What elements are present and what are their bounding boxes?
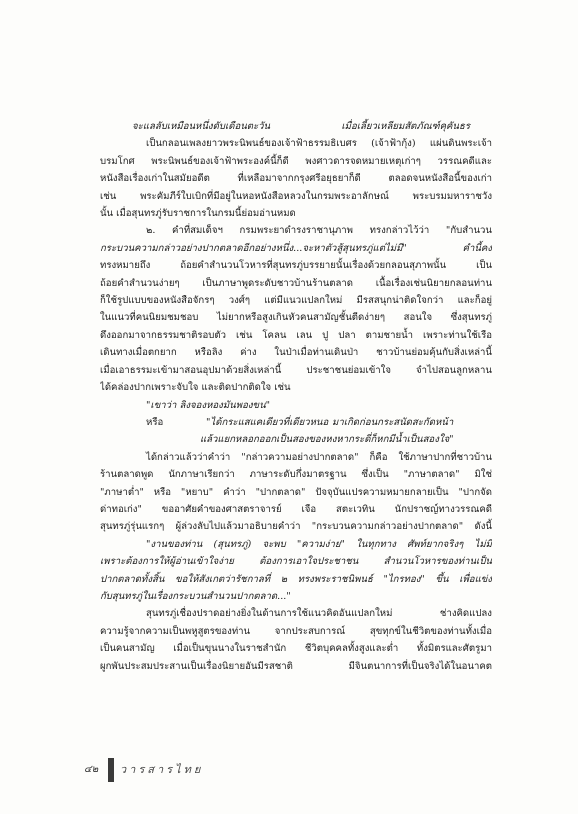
text-line: บรมโกศ พระนิพนธ์ของเจ้าฟ้าพระองค์นี้ก็ดี พงศาวดารจดหมายเหตุเก่าๆ วรรณคดีและ [100,155,492,167]
text-line: ในแนวที่คนนิยมชมชอบ ไม่ยากหรือสูงเกินหัวคนสามัญชั้นตีดง่ายๆ สอนใจ ซึ่งสุนทรภู่ [100,312,492,324]
quote-line-b1: มาเกิดก่อนกระสนัดสะกัดหน้า [332,416,454,428]
paragraph-1 [100,135,492,222]
text-line: "ภาษาต่ำ" หรือ "หยาบ" คำว่า "ปากตลาด" ปัจจุบันแปรความหมายกลายเป็น "ปากจัด [100,486,492,498]
text-line: ผูกพันประสมประสานเป็นเรื่องนิยายอันมีรสชาติ มีจินตนาการที่เป็นจริงได้ในอนาคต [100,660,492,672]
quote-line-b2: กระดี่ก็หกมีน้ำเป็นสองใจ" [348,434,454,446]
verse-heading-left: จะแลลับเหมือนหนึ่งดับเดือนตะวัน [132,121,271,132]
quote-line-a1: "ได้กระแสแคเดียวที่เดียวหนอ [206,416,329,428]
quote-row-2 [100,431,492,448]
text-line: ดึงออกมาจากธรรมชาติรอบตัว เช่น โคลน เลน ปู ปลา ตามชายน้ำ เพราะท่านใช้เรือ [100,329,492,341]
text-line: ร้านตลาดพูด นักภาษาเรียกว่า ภาษาระดับกึ่งมาตรฐาน ซึ่งเป็น "ภาษาตลาด" มิใช่ [100,469,492,481]
quote-verse-1: "เขาว่า ลิงจองหองมันพองขน" [146,399,271,411]
text-line: "งานของท่าน (สุนทรภู่) จะพบ "ความง่าย" ในทุกทาง ศัพท์ยากจริงๆ ไม่มี [146,538,492,550]
verse-heading [100,118,492,135]
text-line: เป็นคนสามัญ เมื่อเป็นขุนนางในราชสำนัก ชีวิตบุคคลทั้งสูงและต่ำ ทั้งมิตรและศัตรูมา [100,643,492,655]
text-line: เดินทางเมื่อตกยาก หรือลิง ค่าง ในป่าเมื่อท่านเดินป่า ชาวบ้านย่อมคุ้นกับสิ่งเหล่านี้ [100,347,492,359]
footer-bar [108,758,114,782]
text-line: หนังสือเรื่องเก่าในสมัยอดีต ที่เหลือมาจากกรุงศรีอยุธยาก็ดี ตลอดจนหนังสือนี้ของเก่า [100,173,492,185]
text-line: ถ้อยคำสำนวนง่ายๆ เป็นภาษาพูดระดับชาวบ้านร้านตลาด เนื้อเรื่องเช่นนิยายกลอนท่าน [100,277,492,289]
text-line: สุนทรภู่เชื่องปราดอย่างยิ่งในด้านการใช้แนวคิดอันแปลกใหม่ ช่างคิดแปลง [146,608,492,620]
text-line: ๒. คำที่สมเด็จฯ กรมพระยาดำรงราชานุภาพ ทรงกล่าวไว้ว่า "กับสำนวน [146,225,492,237]
text-line: ปากตลาดทั้งสิ้น ขอให้สังเกตว่ารัชกาลที่ ๒ ทรงพระราชนิพนธ์ "ไกรทอง" ขึ้น เพื่อแข่ง [100,573,492,585]
paragraph-4-quote [100,536,492,606]
text-line: กับสุนทรภู่ในเรื่องกระบวนสำนวนปากตลาด..." [100,590,291,602]
text-line: ได้กล่าวแล้วว่าคำว่า "กล่าวความอย่างปากตลาด" ก็คือ ใช้ภาษาปากที่ชาวบ้าน [146,451,492,463]
paragraph-2 [100,222,492,396]
text-line: ได้คล่องปากเพราะจับใจ และติดปากติดใจ เช่น [100,382,291,394]
magazine-title: วารสารไทย [120,763,204,776]
quote-row-1 [100,414,492,431]
article-body [100,118,492,675]
text-line: เป็นกลอนเพลงยาวพระนิพนธ์ของเจ้าฟ้าธรรมธิเบศร (เจ้าฟ้ากุ้ง) แผ่นดินพระเจ้า [146,138,492,150]
text-line: ก็ใช้รูปแบบของหนังสือจักรๆ วงศ์ๆ แต่มีแนวแปลกใหม่ มีรสสนุกน่าติดใจกว่า และก็อยู่ [100,295,492,307]
text-line: เพราะต้องการให้ผู้อ่านเข้าใจง่าย ต้องการเอาใจประชาชน สำนวนโวหารของท่านเป็น [100,556,492,568]
text-line: ด่าทอเก่ง" ขออาศัยคำของศาสตราจารย์ เจือ สตะเวทิน นักปราชญ์ทางวรรณคดี [100,503,492,515]
quote-label-spacer [100,431,200,448]
quote-label: หรือ [146,416,164,428]
text-line: ความรู้จากความเป็นพหูสูตรของท่าน จากประสบการณ์ สุขทุกข์ในชีวิตของท่านทั้งเมื่อ [100,625,492,637]
text-line: นั้น เมื่อสุนทรภู่รับราชการในกรมนี้ย่อมอ่านหมด [100,208,296,220]
text-line: สุนทรภู่รุ่นแรกๆ ผู้ล่วงลับไปแล้วมาอธิบายคำว่า "กระบวนความกล่าวอย่างปากตลาด" ดังนี้ [100,521,492,533]
quote-line-a2: แล้วแยกหลอกออกเป็นสองของหงหา [199,434,349,446]
paragraph-3 [100,449,492,536]
text-line: เช่น พระคัมภีร์ใบเบิกที่มีอยู่ในหอหนังสือหลวงในกรมพระอาลักษณ์ พระบรมมหาราชวัง [100,190,492,202]
paragraph-5 [100,605,492,675]
page-number: ๔๒ [84,764,99,775]
text-line: กระบวนความกล่าวอย่างปากตลาดอีกอย่างหนึ่ง...จะหาตัวสู้สุนทรภู่แต่ไม่มี" คำนี้คง [100,242,492,254]
text-line: เมื่อเอาธรรมะเข้ามาสอนอุปมาด้วยสิ่งเหล่านี้ ประชาชนย่อมเข้าใจ จำไปสอนลูกหลาน [100,364,492,376]
quote-verse-2 [100,414,492,449]
text-line: ทรงหมายถึง ถ้อยคำสำนวนโวหารที่สุนทรภู่บรรยายนั้นเรื่องด้วยกลอนสุภาพนั้น เป็น [100,260,492,272]
verse-heading-right: เมื่อเลี้ยวเหลียมสัตภัณฑ์คุคันธร [341,121,470,132]
page-footer [84,756,224,784]
